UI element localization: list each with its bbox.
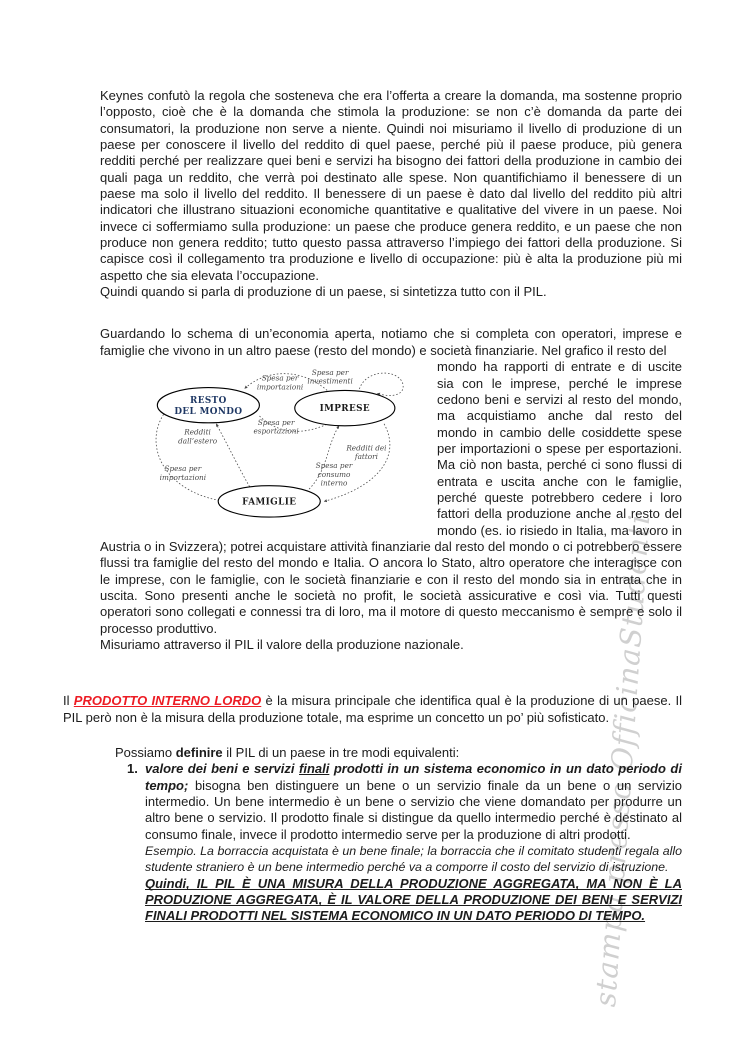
economy-flow-diagram-svg [132, 362, 432, 522]
flow-arrow-redditi-estero [216, 424, 249, 487]
paragraph-economia-aperta-body [100, 359, 682, 653]
list-item-1 [100, 761, 682, 924]
edge-label-redditi-fattori: Redditi dei [346, 443, 387, 453]
flow-arrow-importazioni-bottom [156, 412, 219, 500]
paragraph-text: Keynes confutò la regola che sosteneva che era l’offerta a creare la domanda, ma sostenne proprio l’opposto, cioè che è la domanda che stimola la produzione: se non c’è domanda da parte dei consumatori, la produzione non serve a niente. Quindi noi misuriamo il livello di produzione di un paese per conoscere il livello del reddito di quel paese, perché più il paese produce, più genera redditi perché per realizzare quei beni e servizi ha bisogno dei fattori della produzione in cambio dei quali paga un reddito, che verrà poi destinato alle spese. Non quantifichiamo il benessere di un paese ma solo il livello del reddito. Il benessere di un paese è dato dal livello del reddito più altri indicatori che illustrano situazioni economiche quantitative e qualitative del vivere in un paese. Noi invece ci soffermiamo sulla produzione: un paese che produce genera reddito, e un paese che non produce non genera reddito; tutto questo passa attraverso l’impiego dei fattori della produzione. Si capisce così il collegamento tra produzione e livello di occupazione: più è alta la produzione più mi aspetto che sia elevata l’occupazione. [100, 88, 682, 283]
edge-label-importazioni-bottom: importazioni [159, 472, 207, 482]
paragraph-text: è la misura principale che identifica qual è la produzione di un paese. Il PIL però non è la misura della produzione totale, ma esprime un concetto un po’ più sofisticato. [63, 693, 682, 725]
define-keyword: definire [175, 745, 223, 761]
edge-label-investimenti: Spesa per [311, 367, 349, 377]
economy-flow-diagram [100, 362, 437, 522]
lead-underlined-word: finali [299, 761, 330, 777]
document-page [63, 88, 682, 925]
edge-label-esportazioni: Spesa per [257, 417, 295, 427]
edge-label-redditi-estero: dall’estero [178, 436, 218, 446]
watermark: stampa presso OfficinaStudenti [588, 512, 657, 1008]
lead-text: prodotti in un sistema economico in un dato periodo di tempo; [145, 761, 682, 793]
pil-heading: PRODOTTO INTERNO LORDO [73, 693, 262, 709]
node-label-resto: RESTO [190, 396, 227, 407]
lead-text: valore dei beni e servizi [145, 761, 299, 777]
paragraph-text: Quindi quando si parla di produzione di un paese, si sintetizza tutto con il PIL. [100, 284, 547, 300]
paragraph-text: Possiamo [115, 745, 176, 761]
paragraph-text: mondo ha rapporti di entrate e di uscite sia con le imprese, perché le imprese cedono beni e servizi al resto del mondo, ma acquistiamo anche dal resto del mondo in cambio delle cosiddette spese per importazioni o spese per esportazioni. Ma ciò non basta, perché ci sono flussi di entrata e uscita anche con le famiglie, perché queste potrebbero cedere i loro fattori della produzione anche al resto del mondo (es. io risiedo in Italia, ma lavoro in Austria o in Svizzera); potrei acquistare attività finanziarie dal resto del mondo o ci potrebbero essere flussi tra famiglie del resto del mondo e Italia. O ancora lo Stato, altro operatore che interagisce con le imprese, con le famiglie, con le società finanziarie e con il resto del mondo sia in entrata che in uscita. Sono presenti anche le società no profit, le società assicurative e così via. Tutti questi operatori sono collegati e connessi tra di loro, ma il motore di questo meccanismo è sempre e solo il processo produttivo. [100, 359, 682, 636]
edge-label-investimenti: investimenti [307, 376, 353, 386]
example-note: Esempio. La borraccia acquistata è un bene finale; la borraccia che il comitato studenti regala allo studente straniero è un bene intermedio perché va a comporre il costo del servizio di istruzione. [145, 844, 682, 875]
edge-label-consumo-interno: Spesa per [315, 461, 353, 471]
node-label-imprese: IMPRESE [319, 404, 371, 415]
node-label-famiglie: FAMIGLIE [242, 497, 297, 508]
paragraph-text: Misuriamo attraverso il PIL il valore della produzione nazionale. [100, 637, 464, 652]
edge-label-importazioni-bottom: Spesa per [164, 464, 202, 474]
edge-label-redditi-estero: Redditi [184, 427, 211, 437]
edge-label-consumo-interno: interno [320, 478, 348, 488]
edge-label-consumo-interno: consumo [317, 470, 351, 480]
paragraph-pil-definition [63, 693, 682, 726]
paragraph-keynes [100, 88, 682, 300]
edge-label-importazioni-top: importazioni [256, 382, 304, 392]
list-item-body: bisogna ben distinguere un bene o un servizio finale da un bene o un servizio intermedio. Un bene intermedio è un bene o servizio che viene domandato per produrre un altro bene o servizio. Il prodotto finale si distingue da quello intermedio perché è destinato al consumo finale, invece il prodotto intermedio serve per la produzione di altri prodotti. [145, 777, 682, 842]
paragraph-text: il PIL di un paese in tre modi equivalenti: [222, 745, 460, 761]
edge-label-importazioni-top: Spesa per [261, 373, 299, 383]
paragraph-text: Guardando lo schema di un’economia aperta, notiamo che si completa con operatori, imprese e famiglie che vivono in un altro paese (resto del mondo) e società finanziarie. Nel grafico il resto del [100, 326, 682, 358]
node-label-resto: DEL MONDO [174, 407, 243, 418]
conclusion-statement: Quindi, IL PIL È UNA MISURA DELLA PRODUZIONE AGGREGATA, MA NON È LA PRODUZIONE AGGREGATA, È IL VALORE DELLA PRODUZIONE DEI BENI E SERVIZI FINALI PRODOTTI NEL SISTEMA ECONOMICO IN UN DATO PERIODO DI TEMPO. [145, 875, 682, 924]
edge-label-redditi-fattori: fattori [354, 452, 378, 462]
paragraph-text: Il [63, 693, 74, 709]
paragraph-economia-aperta-intro [100, 326, 682, 359]
list-item-number: 1. [127, 761, 138, 777]
paragraph-define-intro [115, 745, 682, 761]
edge-label-esportazioni: esportazioni [253, 426, 299, 436]
